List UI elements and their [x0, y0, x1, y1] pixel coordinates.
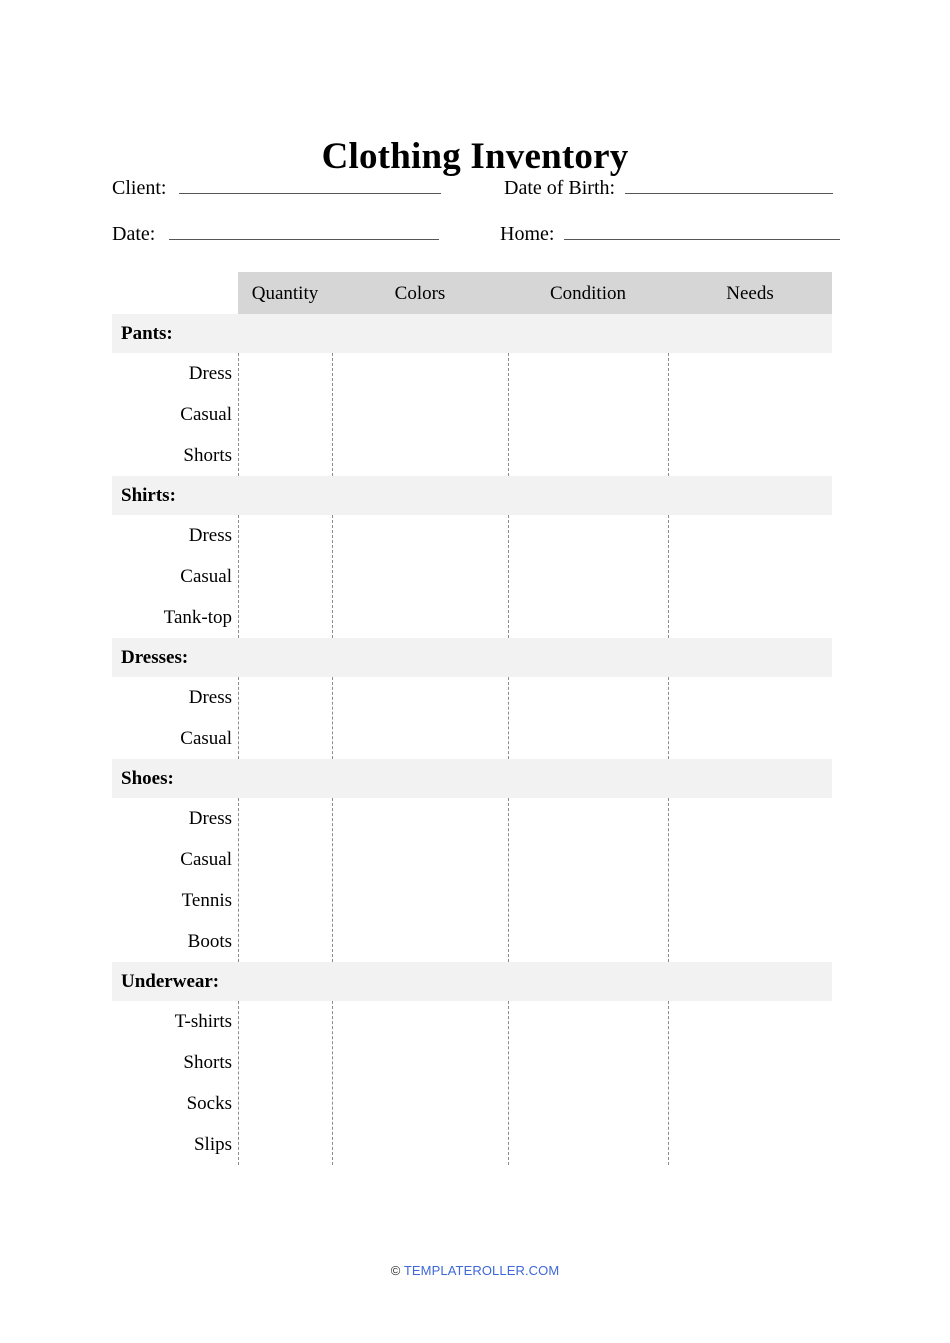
cell-condition[interactable]: [502, 394, 662, 435]
cell-condition[interactable]: [502, 880, 662, 921]
client-field-label: Client:: [112, 177, 167, 199]
table-row: [112, 435, 832, 476]
cell-quantity[interactable]: [232, 677, 326, 718]
column-header-colors: Colors: [394, 282, 446, 304]
cell-colors[interactable]: [326, 718, 502, 759]
cell-needs[interactable]: [662, 1124, 826, 1165]
form-row-top: [112, 176, 834, 245]
section-body: [112, 677, 832, 759]
page-title: Clothing Inventory: [321, 135, 629, 177]
form-fields-area: [112, 176, 834, 245]
cell-condition[interactable]: [502, 1042, 662, 1083]
inventory-table: [112, 272, 832, 1165]
cell-colors[interactable]: [326, 1042, 502, 1083]
cell-needs[interactable]: [662, 1042, 826, 1083]
client-field[interactable]: [112, 178, 441, 198]
cell-needs[interactable]: [662, 677, 826, 718]
item-label: Tank-top: [163, 607, 232, 628]
item-label: Casual: [180, 849, 232, 870]
section-body: [112, 798, 832, 962]
cell-colors[interactable]: [326, 1083, 502, 1124]
table-row: [112, 1001, 832, 1042]
column-header-quantity: Quantity: [251, 282, 319, 304]
cell-colors[interactable]: [326, 597, 502, 638]
cell-quantity[interactable]: [232, 394, 326, 435]
table-row: [112, 677, 832, 718]
cell-condition[interactable]: [502, 556, 662, 597]
section-body: [112, 1001, 832, 1165]
cell-quantity[interactable]: [232, 880, 326, 921]
date-field-label: Date:: [112, 223, 156, 245]
home-field-label: Home:: [500, 223, 555, 245]
cell-condition[interactable]: [502, 839, 662, 880]
cell-colors[interactable]: [326, 556, 502, 597]
cell-condition[interactable]: [502, 677, 662, 718]
table-row: [112, 353, 832, 394]
column-header-condition: Condition: [549, 282, 626, 304]
date-of-birth-field[interactable]: [504, 178, 833, 198]
cell-quantity[interactable]: [232, 1124, 326, 1165]
item-label: Dress: [188, 363, 232, 384]
cell-condition[interactable]: [502, 435, 662, 476]
table-row: [112, 839, 832, 880]
cell-colors[interactable]: [326, 880, 502, 921]
brand-link[interactable]: TEMPLATEROLLER.COM: [403, 1263, 560, 1278]
table-row: [112, 921, 832, 962]
cell-colors[interactable]: [326, 677, 502, 718]
copyright-icon: ©: [390, 1263, 401, 1278]
footer-watermark: [0, 1263, 950, 1278]
section-heading: Shoes:: [112, 759, 832, 798]
table-row: [112, 394, 832, 435]
cell-quantity[interactable]: [232, 921, 326, 962]
cell-condition[interactable]: [502, 1083, 662, 1124]
item-label: Dress: [188, 525, 232, 546]
cell-quantity[interactable]: [232, 1042, 326, 1083]
cell-colors[interactable]: [326, 798, 502, 839]
item-label: Dress: [188, 808, 232, 829]
cell-quantity[interactable]: [232, 353, 326, 394]
cell-quantity[interactable]: [232, 1001, 326, 1042]
table-header-row: [238, 272, 832, 314]
table-row: [112, 1083, 832, 1124]
item-label: Slips: [193, 1134, 232, 1155]
cell-quantity[interactable]: [232, 435, 326, 476]
item-label: Tennis: [181, 890, 232, 911]
cell-needs[interactable]: [662, 515, 826, 556]
cell-needs[interactable]: [662, 394, 826, 435]
section-body: [112, 515, 832, 638]
cell-needs[interactable]: [662, 798, 826, 839]
table-row: [112, 515, 832, 556]
cell-colors[interactable]: [326, 515, 502, 556]
cell-quantity[interactable]: [232, 597, 326, 638]
cell-colors[interactable]: [326, 1124, 502, 1165]
item-label: Shorts: [183, 1052, 232, 1073]
table-row: [112, 556, 832, 597]
table-row: [112, 597, 832, 638]
cell-colors[interactable]: [326, 839, 502, 880]
section-body: [112, 353, 832, 476]
cell-needs[interactable]: [662, 839, 826, 880]
home-field[interactable]: [500, 224, 840, 244]
cell-condition[interactable]: [502, 353, 662, 394]
home-field-input[interactable]: [564, 225, 840, 240]
cell-condition[interactable]: [502, 1001, 662, 1042]
item-label: Boots: [187, 931, 232, 952]
item-label: Casual: [180, 404, 232, 425]
cell-condition[interactable]: [502, 1124, 662, 1165]
cell-needs[interactable]: [662, 880, 826, 921]
item-label: Socks: [186, 1093, 232, 1114]
cell-needs[interactable]: [662, 556, 826, 597]
cell-condition[interactable]: [502, 515, 662, 556]
date-field-input[interactable]: [169, 225, 439, 240]
cell-quantity[interactable]: [232, 718, 326, 759]
date-of-birth-field-label: Date of Birth:: [504, 177, 616, 199]
cell-colors[interactable]: [326, 435, 502, 476]
cell-quantity[interactable]: [232, 515, 326, 556]
item-label: Dress: [188, 687, 232, 708]
section-heading: Pants:: [112, 314, 832, 353]
item-label: Casual: [180, 566, 232, 587]
cell-quantity[interactable]: [232, 556, 326, 597]
cell-condition[interactable]: [502, 921, 662, 962]
cell-colors[interactable]: [326, 394, 502, 435]
cell-needs[interactable]: [662, 435, 826, 476]
cell-needs[interactable]: [662, 1001, 826, 1042]
cell-needs[interactable]: [662, 921, 826, 962]
section-heading: Dresses:: [112, 638, 832, 677]
section-heading: Shirts:: [112, 476, 832, 515]
cell-condition[interactable]: [502, 718, 662, 759]
cell-quantity[interactable]: [232, 1083, 326, 1124]
cell-quantity[interactable]: [232, 839, 326, 880]
cell-needs[interactable]: [662, 597, 826, 638]
cell-condition[interactable]: [502, 798, 662, 839]
cell-needs[interactable]: [662, 718, 826, 759]
date-field[interactable]: [112, 224, 439, 244]
item-label: Casual: [180, 728, 232, 749]
table-sections: [112, 314, 832, 1165]
table-row: [112, 1042, 832, 1083]
cell-condition[interactable]: [502, 597, 662, 638]
cell-colors[interactable]: [326, 921, 502, 962]
cell-colors[interactable]: [326, 353, 502, 394]
cell-needs[interactable]: [662, 353, 826, 394]
item-label: Shorts: [183, 445, 232, 466]
date-of-birth-field-input[interactable]: [625, 179, 833, 194]
column-header-needs: Needs: [726, 282, 774, 304]
cell-colors[interactable]: [326, 1001, 502, 1042]
table-row: [112, 718, 832, 759]
table-row: [112, 880, 832, 921]
cell-quantity[interactable]: [232, 798, 326, 839]
table-row: [112, 1124, 832, 1165]
table-row: [112, 798, 832, 839]
item-label: T-shirts: [174, 1011, 232, 1032]
cell-needs[interactable]: [662, 1083, 826, 1124]
client-field-input[interactable]: [179, 179, 441, 194]
section-heading: Underwear:: [112, 962, 832, 1001]
